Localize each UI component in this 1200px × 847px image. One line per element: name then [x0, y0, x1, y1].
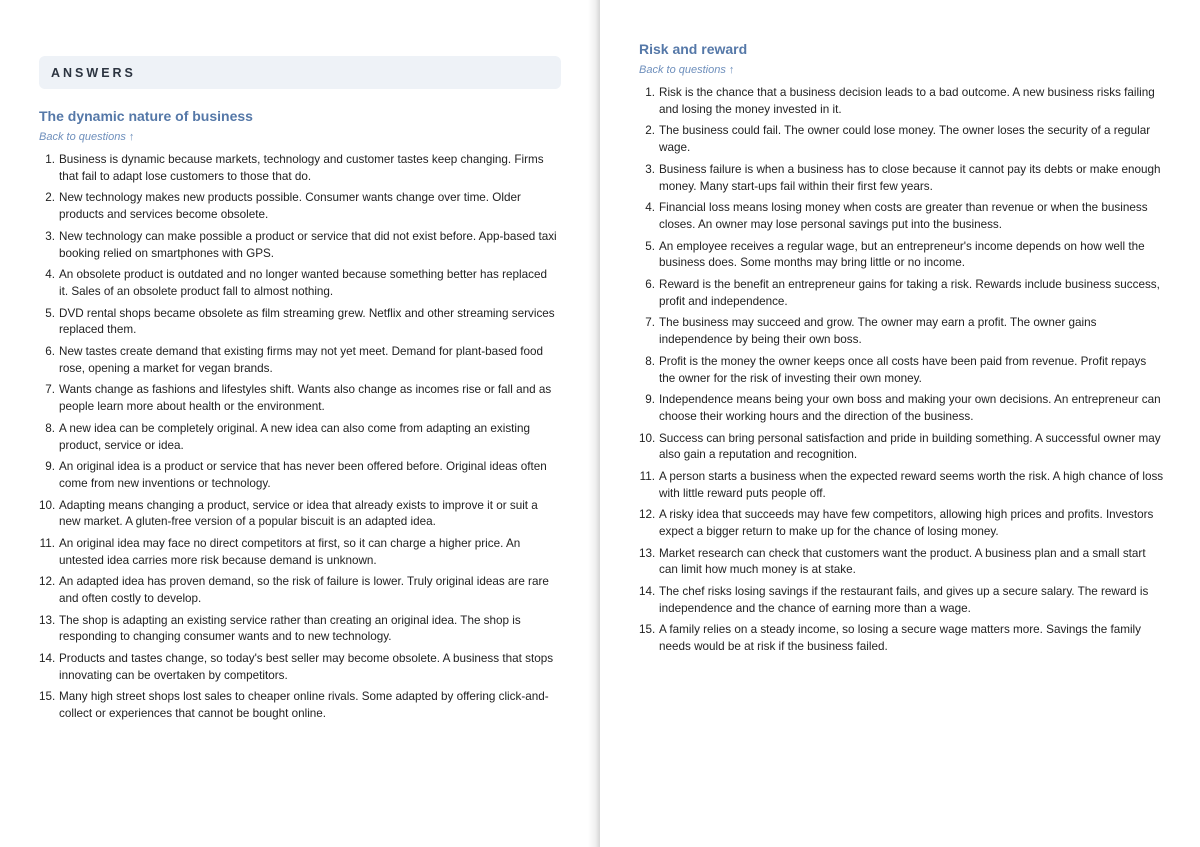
answer-text: The shop is adapting an existing service rather than creating an original idea. The shop is responding to changing consumer wants and to new technology.: [59, 613, 521, 644]
answer-text: The business may succeed and grow. The owner may earn a profit. The owner gains independence by being their own boss.: [659, 316, 1097, 347]
section-title-risk-reward: Risk and reward: [639, 41, 748, 57]
answer-text: An employee receives a regular wage, but an entrepreneur's income depends on how well the business does. Some months may bring little or no income.: [659, 239, 1145, 270]
back-to-questions-link[interactable]: Back to questions ↑: [639, 64, 735, 76]
answer-text: New tastes create demand that existing firms may not yet meet. Demand for plant-based food rose, opening a market for vegan brands.: [59, 344, 543, 375]
answer-item: [39, 267, 559, 301]
answer-text: Profit is the money the owner keeps once all costs have been paid from revenue. Profit repays the owner for the risk of investing their own money.: [659, 354, 1147, 385]
answer-text: Many high street shops lost sales to cheaper online rivals. Some adapted by offering click-and-collect or experiences that cannot be bought online.: [59, 690, 549, 721]
answer-number: 5.: [645, 239, 655, 253]
answer-number: 11.: [39, 536, 55, 550]
answer-item: [639, 123, 1164, 157]
answer-item: [39, 574, 559, 608]
answer-number: 1.: [645, 86, 655, 99]
answer-item: [39, 689, 559, 723]
answer-number: 9.: [645, 393, 655, 407]
answers-heading-box: [39, 56, 561, 89]
answer-item: [639, 469, 1164, 503]
answer-item: [639, 507, 1164, 541]
answer-number: 10.: [639, 431, 656, 445]
answer-text: Products and tastes change, so today's best seller may become obsolete. A business that stops innovating can be overtaken by competitors.: [59, 652, 554, 682]
answer-item: [639, 315, 1164, 349]
answer-item: [39, 459, 559, 493]
answer-number: 7.: [645, 316, 655, 330]
answers-list-dynamic-business: [39, 152, 559, 728]
answer-item: [639, 546, 1164, 580]
answer-text: Business is dynamic because markets, technology and customer tastes keep changing. Firms that fail to adapt lose customers to those that do.: [59, 153, 544, 183]
answer-text: DVD rental shops became obsolete as film streaming grew. Netflix and other streaming services replaced them.: [59, 306, 555, 337]
answer-item: [639, 85, 1164, 119]
answer-item: [39, 536, 559, 570]
answer-text: Wants change as fashions and lifestyles shift. Wants also change as incomes rise or fall and as people learn more about health or the environment.: [59, 383, 552, 414]
answer-number: 2.: [645, 124, 655, 138]
answer-number: 6.: [645, 277, 655, 291]
answers-heading: ANSWERS: [51, 66, 136, 80]
answer-item: [639, 584, 1164, 618]
answer-number: 10.: [39, 498, 56, 512]
answer-number: 13.: [39, 613, 56, 627]
answer-item: [39, 498, 559, 532]
answer-number: 15.: [39, 690, 56, 704]
answer-number: 4.: [45, 268, 55, 282]
section-title-dynamic-business: The dynamic nature of business: [39, 108, 253, 124]
answer-text: Risk is the chance that a business decision leads to a bad outcome. A new business risks failing and losing the money invested in it.: [659, 86, 1155, 116]
answer-text: Reward is the benefit an entrepreneur gains for taking a risk. Rewards include business success, profit and independence.: [659, 277, 1160, 308]
answer-number: 1.: [45, 153, 55, 166]
answer-item: [39, 651, 559, 685]
answer-number: 5.: [45, 306, 55, 320]
answer-text: Success can bring personal satisfaction and pride in building something. A successful owner may also gain a reputation and recognition.: [659, 431, 1161, 462]
answer-number: 2.: [45, 191, 55, 205]
answer-text: An obsolete product is outdated and no longer wanted because something better has replaced it. Sales of an obsolete product fall to almost nothing.: [59, 268, 547, 298]
answer-text: A risky idea that succeeds may have few competitors, allowing high prices and profits. Investors expect a bigger return to make up for the chance of losing money.: [659, 508, 1154, 539]
answer-item: [639, 200, 1164, 234]
answer-text: A new idea can be completely original. A new idea can also come from adapting an existing product, service or idea.: [59, 421, 531, 452]
answer-text: Business failure is when a business has to close because it cannot pay its debts or make enough money. Many start-ups fail within their first few years.: [659, 162, 1161, 193]
answer-item: [39, 152, 559, 186]
answer-text: An adapted idea has proven demand, so the risk of failure is lower. Truly original ideas are rare and often costly to develop.: [59, 575, 549, 606]
answer-number: 3.: [45, 229, 55, 243]
answer-number: 8.: [645, 354, 655, 368]
answer-text: Adapting means changing a product, service or idea that already exists to improve it or suit a new market. A gluten-free version of a popular biscuit is an adapted idea.: [59, 498, 538, 529]
answer-text: An original idea may face no direct competitors at first, so it can charge a higher price. An untested idea carries more risk because demand is unknown.: [59, 536, 521, 567]
answers-list-risk-reward: [639, 85, 1164, 661]
answer-item: [39, 421, 559, 455]
answer-item: [39, 229, 559, 263]
answer-item: [639, 392, 1164, 426]
answer-number: 6.: [45, 344, 55, 358]
answer-number: 14.: [39, 652, 56, 666]
answer-number: 8.: [45, 421, 55, 435]
answer-text: New technology makes new products possible. Consumer wants change over time. Older products and services become obsolete.: [59, 191, 521, 222]
answer-text: A family relies on a steady income, so losing a secure wage matters more. Savings the family needs would be at risk if the business failed.: [659, 623, 1142, 654]
answer-number: 15.: [639, 623, 656, 637]
answer-text: New technology can make possible a product or service that did not exist before. App-based taxi booking relied on smartphones with GPS.: [59, 229, 557, 260]
answer-item: [39, 613, 559, 647]
answer-number: 4.: [645, 201, 655, 215]
answer-number: 12.: [39, 575, 56, 589]
answer-text: Market research can check that customers want the product. A business plan and a small start can limit how much money is at stake.: [659, 546, 1146, 577]
answer-item: [639, 431, 1164, 465]
answer-item: [639, 239, 1164, 273]
answer-text: The chef risks losing savings if the restaurant fails, and gives up a secure salary. The reward is independence and the chance of earning more than a wage.: [659, 585, 1149, 615]
answer-item: [39, 382, 559, 416]
answer-number: 9.: [45, 460, 55, 474]
answer-item: [39, 306, 559, 340]
answer-text: Independence means being your own boss and making your own decisions. An entrepreneur can choose their working hours and the direction of the business.: [659, 393, 1161, 423]
answer-number: 7.: [45, 383, 55, 397]
answer-text: Financial loss means losing money when costs are greater than revenue or when the business closes. An owner may lose personal savings put into the business.: [659, 201, 1148, 231]
answer-text: A person starts a business when the expected reward seems worth the risk. A high chance of loss with little reward puts people off.: [659, 469, 1164, 500]
answer-item: [39, 190, 559, 224]
answer-text: An original idea is a product or service that has never been offered before. Original ideas often come from new inventions or technology.: [59, 460, 547, 490]
answer-item: [639, 354, 1164, 388]
back-to-questions-link[interactable]: Back to questions ↑: [39, 131, 135, 143]
answer-item: [39, 344, 559, 378]
answer-item: [639, 277, 1164, 311]
answer-number: 14.: [639, 585, 656, 599]
answer-number: 11.: [639, 469, 655, 483]
answer-number: 12.: [639, 508, 656, 522]
answer-number: 13.: [639, 546, 656, 560]
answer-item: [639, 162, 1164, 196]
answer-text: The business could fail. The owner could lose money. The owner loses the security of a regular wage.: [659, 124, 1151, 155]
answer-number: 3.: [645, 162, 655, 176]
answer-item: [639, 622, 1164, 656]
